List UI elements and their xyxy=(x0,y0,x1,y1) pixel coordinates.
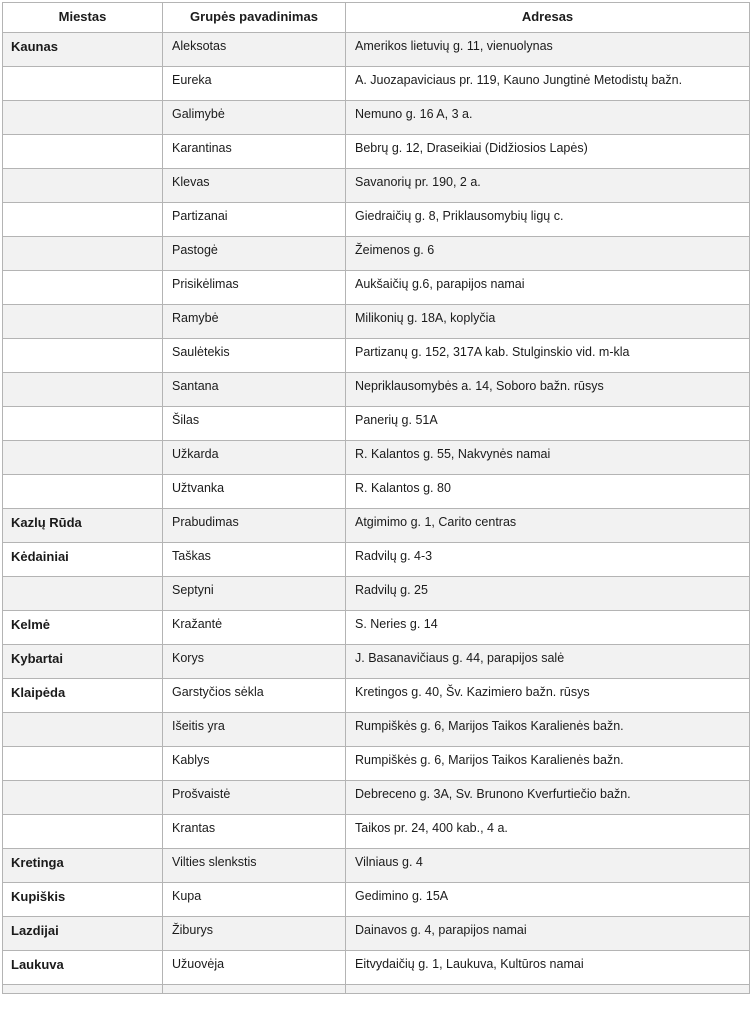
address-cell: Kretingos g. 40, Šv. Kazimiero bažn. rūsys xyxy=(346,679,750,713)
partial-cell xyxy=(3,985,163,994)
group-cell: Užkarda xyxy=(163,441,346,475)
city-cell xyxy=(3,781,163,815)
address-cell: Taikos pr. 24, 400 kab., 4 a. xyxy=(346,815,750,849)
city-cell xyxy=(3,407,163,441)
city-cell: Klaipėda xyxy=(3,679,163,713)
address-cell: Eitvydaičių g. 1, Laukuva, Kultūros namai xyxy=(346,951,750,985)
table-row xyxy=(3,33,750,67)
group-cell: Prabudimas xyxy=(163,509,346,543)
partial-cell xyxy=(163,985,346,994)
city-cell xyxy=(3,373,163,407)
address-cell: R. Kalantos g. 55, Nakvynės namai xyxy=(346,441,750,475)
address-cell: J. Basanavičiaus g. 44, parapijos salė xyxy=(346,645,750,679)
group-cell: Aleksotas xyxy=(163,33,346,67)
group-cell: Užtvanka xyxy=(163,475,346,509)
city-cell: Laukuva xyxy=(3,951,163,985)
city-cell xyxy=(3,441,163,475)
group-cell: Galimybė xyxy=(163,101,346,135)
table-row xyxy=(3,577,750,611)
table-row xyxy=(3,305,750,339)
table-row xyxy=(3,849,750,883)
column-header-adresas: Adresas xyxy=(346,3,750,33)
table-row xyxy=(3,679,750,713)
table-row xyxy=(3,101,750,135)
address-cell: Debreceno g. 3A, Sv. Brunono Kverfurtiečio bažn. xyxy=(346,781,750,815)
table-row xyxy=(3,135,750,169)
group-cell: Vilties slenkstis xyxy=(163,849,346,883)
table-row xyxy=(3,373,750,407)
city-cell xyxy=(3,815,163,849)
address-cell: A. Juozapaviciaus pr. 119, Kauno Jungtinė Metodistų bažn. xyxy=(346,67,750,101)
table-row xyxy=(3,951,750,985)
group-cell: Užuovėja xyxy=(163,951,346,985)
address-cell: Milikonių g. 18A, koplyčia xyxy=(346,305,750,339)
city-cell: Kybartai xyxy=(3,645,163,679)
group-cell: Prošvaistė xyxy=(163,781,346,815)
city-cell: Lazdijai xyxy=(3,917,163,951)
group-cell: Kupa xyxy=(163,883,346,917)
group-cell: Kražantė xyxy=(163,611,346,645)
city-cell xyxy=(3,101,163,135)
city-cell xyxy=(3,305,163,339)
group-cell: Krantas xyxy=(163,815,346,849)
group-cell: Prisikėlimas xyxy=(163,271,346,305)
table-row xyxy=(3,169,750,203)
column-header-miestas: Miestas xyxy=(3,3,163,33)
address-cell: R. Kalantos g. 80 xyxy=(346,475,750,509)
table-row xyxy=(3,883,750,917)
group-cell: Saulėtekis xyxy=(163,339,346,373)
address-cell: Nepriklausomybės a. 14, Soboro bažn. rūsys xyxy=(346,373,750,407)
city-cell: Kaunas xyxy=(3,33,163,67)
group-cell: Garstyčios sėkla xyxy=(163,679,346,713)
address-cell: Savanorių pr. 190, 2 a. xyxy=(346,169,750,203)
table-row xyxy=(3,339,750,373)
table-row xyxy=(3,543,750,577)
city-cell xyxy=(3,713,163,747)
table-row xyxy=(3,509,750,543)
table-row xyxy=(3,917,750,951)
table-row xyxy=(3,713,750,747)
address-cell: Rumpiškės g. 6, Marijos Taikos Karalienės bažn. xyxy=(346,713,750,747)
group-cell: Korys xyxy=(163,645,346,679)
address-cell: Bebrų g. 12, Draseikiai (Didžiosios Lapės) xyxy=(346,135,750,169)
group-cell: Karantinas xyxy=(163,135,346,169)
table-row xyxy=(3,747,750,781)
table-row xyxy=(3,781,750,815)
group-cell: Eureka xyxy=(163,67,346,101)
city-cell: Kretinga xyxy=(3,849,163,883)
group-cell: Taškas xyxy=(163,543,346,577)
address-cell: Amerikos lietuvių g. 11, vienuolynas xyxy=(346,33,750,67)
address-cell: Rumpiškės g. 6, Marijos Taikos Karalienės bažn. xyxy=(346,747,750,781)
city-cell: Kelmė xyxy=(3,611,163,645)
group-cell: Kablys xyxy=(163,747,346,781)
address-cell: S. Neries g. 14 xyxy=(346,611,750,645)
groups-table xyxy=(2,2,750,994)
city-cell: Kėdainiai xyxy=(3,543,163,577)
partial-cell xyxy=(346,985,750,994)
city-cell xyxy=(3,67,163,101)
address-cell: Partizanų g. 152, 317A kab. Stulginskio vid. m-kla xyxy=(346,339,750,373)
group-cell: Klevas xyxy=(163,169,346,203)
address-cell: Radvilų g. 25 xyxy=(346,577,750,611)
city-cell xyxy=(3,135,163,169)
address-cell: Atgimimo g. 1, Carito centras xyxy=(346,509,750,543)
group-cell: Išeitis yra xyxy=(163,713,346,747)
address-cell: Panerių g. 51A xyxy=(346,407,750,441)
table-row xyxy=(3,407,750,441)
group-cell: Partizanai xyxy=(163,203,346,237)
group-cell: Santana xyxy=(163,373,346,407)
city-cell xyxy=(3,203,163,237)
city-cell xyxy=(3,339,163,373)
table-row xyxy=(3,237,750,271)
table-row xyxy=(3,203,750,237)
column-header-grupes-pavadinimas: Grupės pavadinimas xyxy=(163,3,346,33)
address-cell: Dainavos g. 4, parapijos namai xyxy=(346,917,750,951)
table-row xyxy=(3,441,750,475)
table-row xyxy=(3,67,750,101)
table-row xyxy=(3,271,750,305)
group-cell: Žiburys xyxy=(163,917,346,951)
table-row xyxy=(3,611,750,645)
address-cell: Radvilų g. 4-3 xyxy=(346,543,750,577)
city-cell xyxy=(3,169,163,203)
address-cell: Aukšaičių g.6, parapijos namai xyxy=(346,271,750,305)
group-cell: Šilas xyxy=(163,407,346,441)
city-cell: Kazlų Rūda xyxy=(3,509,163,543)
table-row xyxy=(3,475,750,509)
table-row xyxy=(3,815,750,849)
city-cell: Kupiškis xyxy=(3,883,163,917)
group-cell: Ramybė xyxy=(163,305,346,339)
address-cell: Vilniaus g. 4 xyxy=(346,849,750,883)
address-cell: Giedraičių g. 8, Priklausomybių ligų c. xyxy=(346,203,750,237)
city-cell xyxy=(3,577,163,611)
table-header xyxy=(3,3,750,33)
city-cell xyxy=(3,475,163,509)
group-cell: Pastogė xyxy=(163,237,346,271)
city-cell xyxy=(3,237,163,271)
city-cell xyxy=(3,747,163,781)
partial-clipped-row xyxy=(3,985,750,994)
address-cell: Žeimenos g. 6 xyxy=(346,237,750,271)
header-row xyxy=(3,3,750,33)
city-cell xyxy=(3,271,163,305)
table-body xyxy=(3,33,750,994)
address-cell: Nemuno g. 16 A, 3 a. xyxy=(346,101,750,135)
group-cell: Septyni xyxy=(163,577,346,611)
address-cell: Gedimino g. 15A xyxy=(346,883,750,917)
table-row xyxy=(3,645,750,679)
